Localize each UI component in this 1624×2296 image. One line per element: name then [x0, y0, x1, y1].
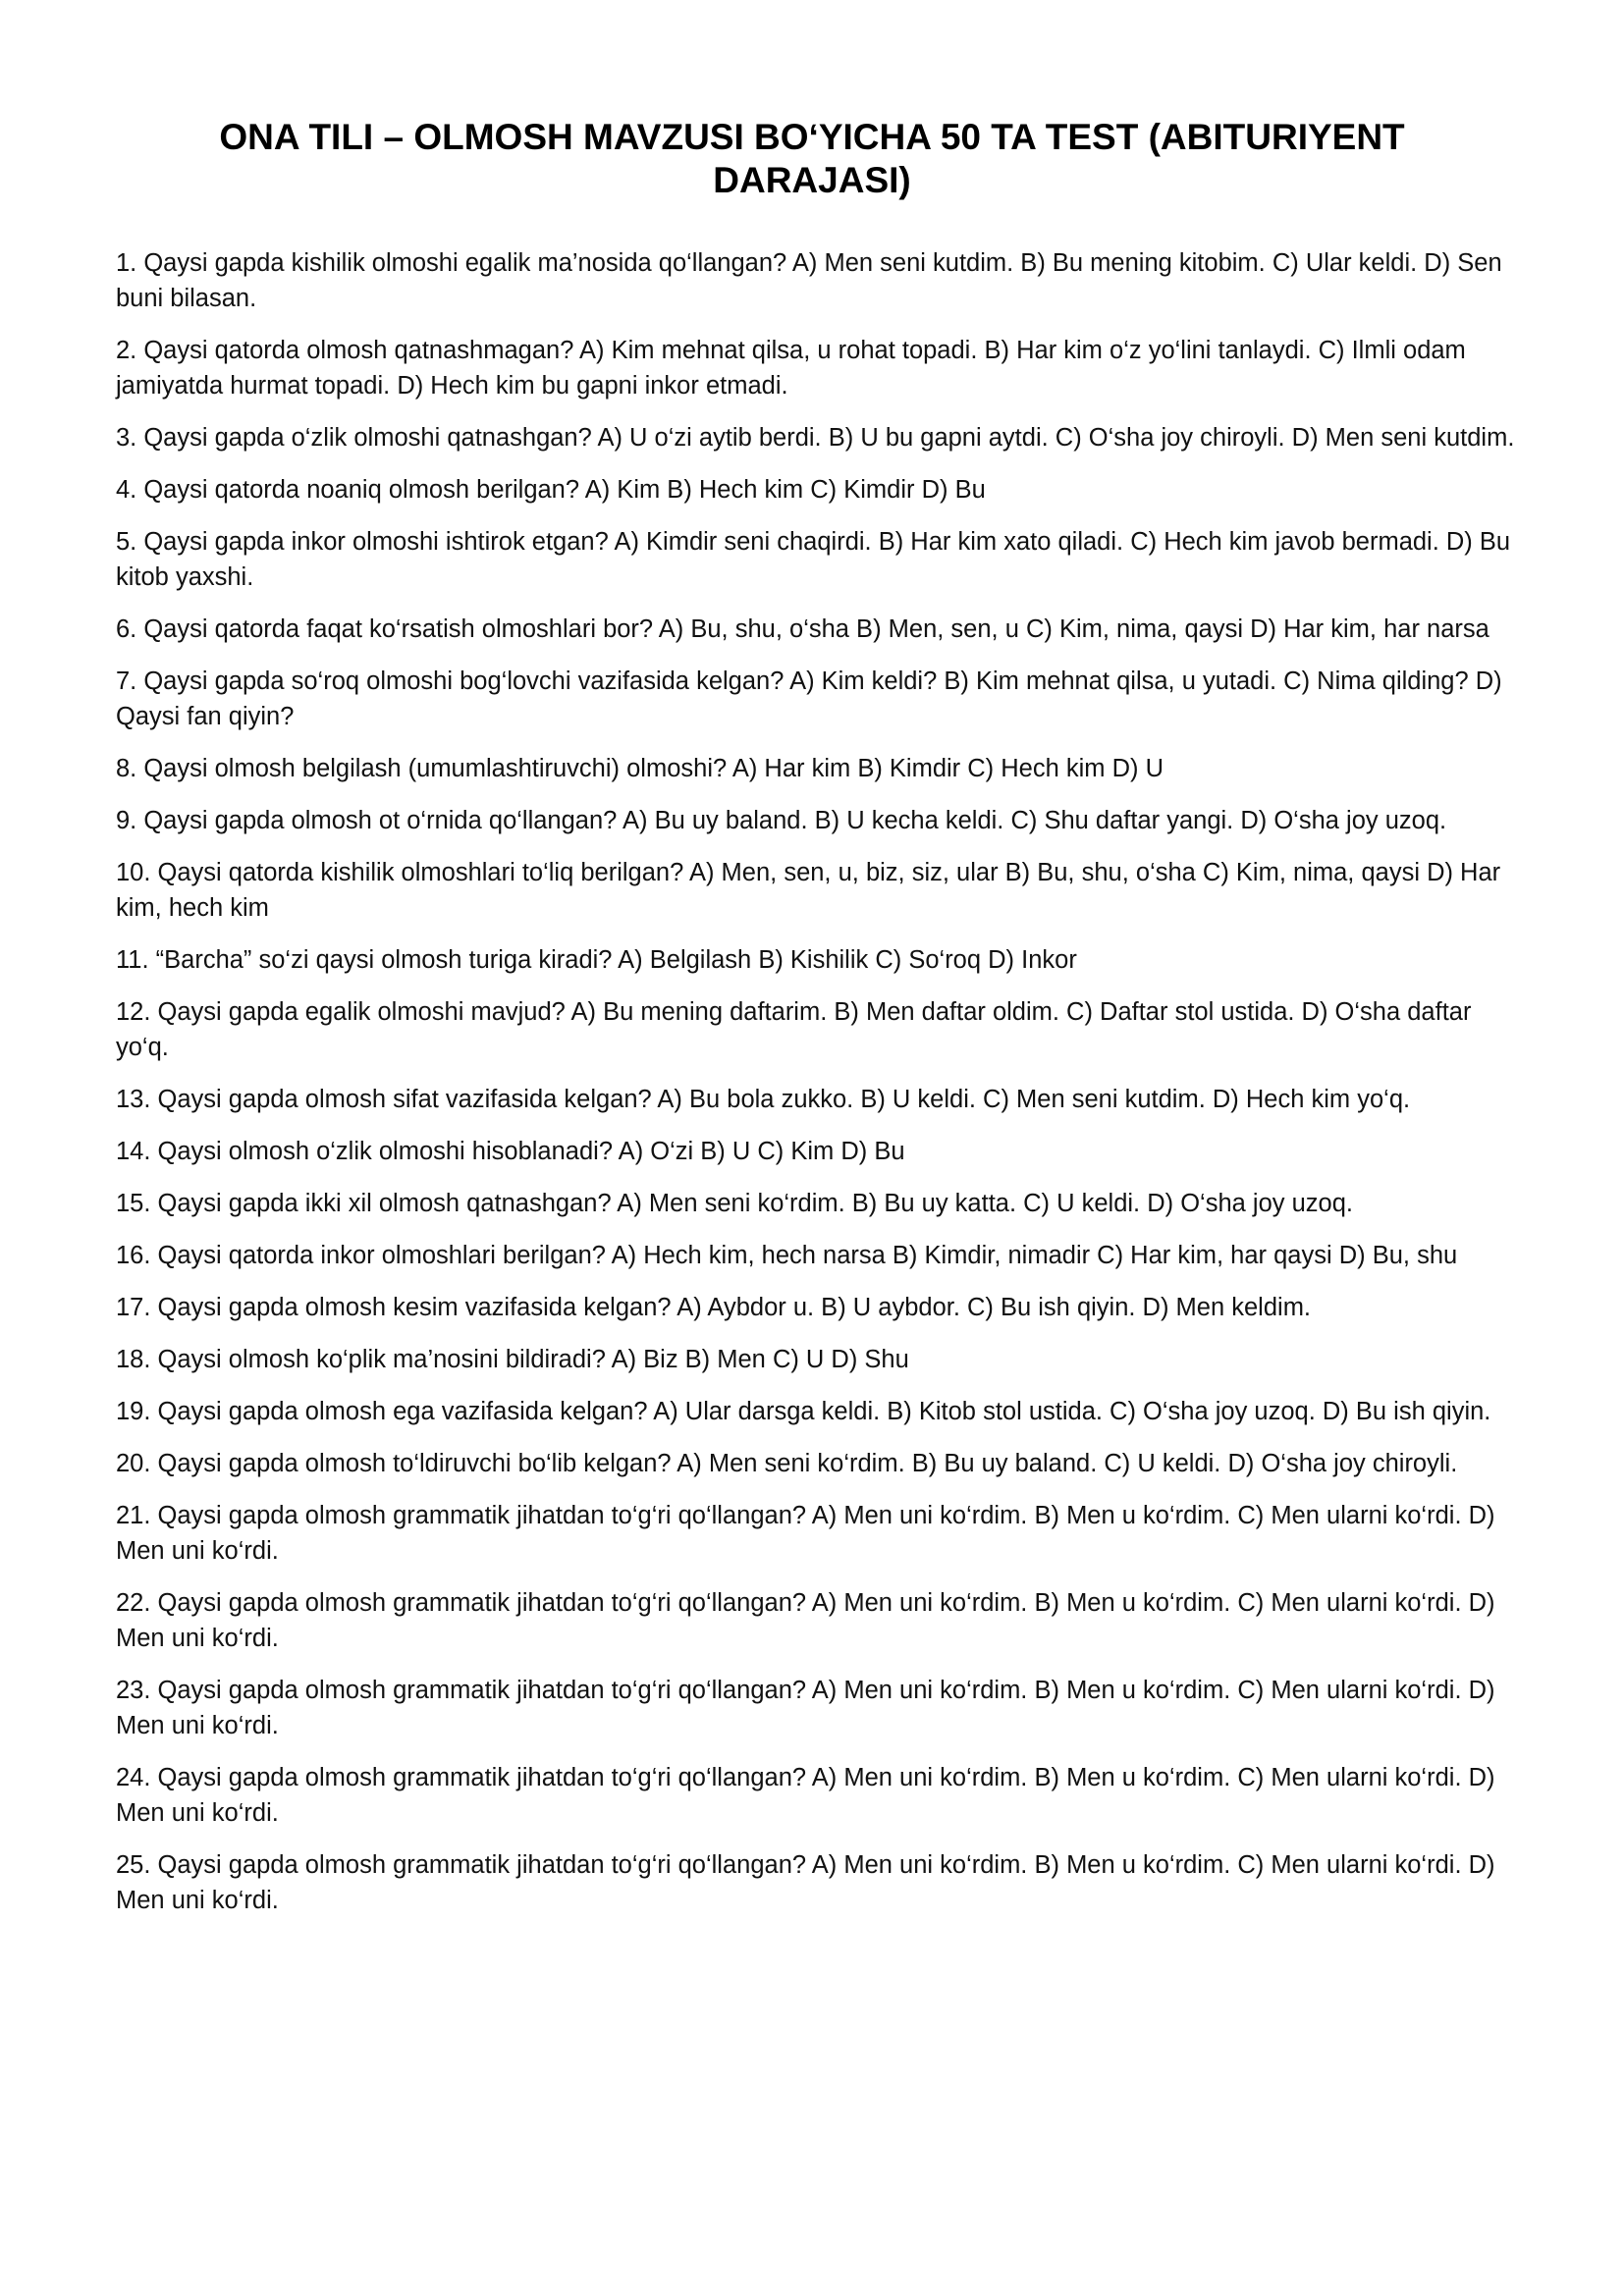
question-item: 9. Qaysi gapda olmosh ot o‘rnida qo‘llangan? A) Bu uy baland. B) U kecha keldi. C) Shu daftar yangi. D) O‘sha joy uzoq. — [116, 807, 1447, 834]
question-item: 4. Qaysi qatorda noaniq olmosh berilgan? A) Kim B) Hech kim C) Kimdir D) Bu — [116, 476, 986, 504]
question-item: 18. Qaysi olmosh ko‘plik ma’nosini bildiradi? A) Biz B) Men C) U D) Shu — [116, 1346, 909, 1373]
question-list — [116, 245, 1530, 1935]
question-item: 11. “Barcha” so‘zi qaysi olmosh turiga kiradi? A) Belgilash B) Kishilik C) So‘roq D) Inkor — [116, 946, 1077, 974]
question-item: 1. Qaysi gapda kishilik olmoshi egalik ma’nosida qo‘llangan? A) Men seni kutdim. B) Bu mening kitobim. C) Ular keldi. D) Sen buni bilasan. — [116, 249, 1502, 312]
question-item: 12. Qaysi gapda egalik olmoshi mavjud? A) Bu mening daftarim. B) Men daftar oldim. C) Daftar stol ustida. D) O‘sha daftar yo‘q. — [116, 998, 1472, 1061]
question-item: 22. Qaysi gapda olmosh grammatik jihatdan to‘g‘ri qo‘llangan? A) Men uni ko‘rdim. B) Men u ko‘rdim. C) Men ularni ko‘rdi. D) Men uni ko‘rdi. — [116, 1589, 1495, 1652]
question-item: 21. Qaysi gapda olmosh grammatik jihatdan to‘g‘ri qo‘llangan? A) Men uni ko‘rdim. B) Men u ko‘rdim. C) Men ularni ko‘rdi. D) Men uni ko‘rdi. — [116, 1502, 1495, 1565]
question-item: 7. Qaysi gapda so‘roq olmoshi bog‘lovchi vazifasida kelgan? A) Kim keldi? B) Kim mehnat qilsa, u yutadi. C) Nima qilding? D) Qaysi fan qiyin? — [116, 667, 1502, 730]
question-item: 2. Qaysi qatorda olmosh qatnashmagan? A) Kim mehnat qilsa, u rohat topadi. B) Har kim o‘z yo‘lini tanlaydi. C) Ilmli odam jamiyatda hurmat topadi. D) Hech kim bu gapni inkor etmadi. — [116, 337, 1466, 400]
document-title: ONA TILI – OLMOSH MAVZUSI BO‘YICHA 50 TA TEST (ABITURIYENT DARAJASI) — [219, 117, 1405, 200]
question-item: 16. Qaysi qatorda inkor olmoshlari berilgan? A) Hech kim, hech narsa B) Kimdir, nimadir C) Har kim, har qaysi D) Bu, shu — [116, 1242, 1458, 1269]
question-item: 5. Qaysi gapda inkor olmoshi ishtirok etgan? A) Kimdir seni chaqirdi. B) Har kim xato qiladi. C) Hech kim javob bermadi. D) Bu kitob yaxshi. — [116, 528, 1511, 591]
question-item: 23. Qaysi gapda olmosh grammatik jihatdan to‘g‘ri qo‘llangan? A) Men uni ko‘rdim. B) Men u ko‘rdim. C) Men ularni ko‘rdi. D) Men uni ko‘rdi. — [116, 1677, 1495, 1739]
question-item: 17. Qaysi gapda olmosh kesim vazifasida kelgan? A) Aybdor u. B) U aybdor. C) Bu ish qiyin. D) Men keldim. — [116, 1294, 1312, 1321]
question-item: 15. Qaysi gapda ikki xil olmosh qatnashgan? A) Men seni ko‘rdim. B) Bu uy katta. C) U keldi. D) O‘sha joy uzoq. — [116, 1190, 1353, 1217]
question-item: 13. Qaysi gapda olmosh sifat vazifasida kelgan? A) Bu bola zukko. B) U keldi. C) Men seni kutdim. D) Hech kim yo‘q. — [116, 1086, 1411, 1113]
question-item: 3. Qaysi gapda o‘zlik olmoshi qatnashgan? A) U o‘zi aytib berdi. B) U bu gapni aytdi. C) O‘sha joy chiroyli. D) Men seni kutdim. — [116, 424, 1515, 452]
question-item: 8. Qaysi olmosh belgilash (umumlashtiruvchi) olmoshi? A) Har kim B) Kimdir C) Hech kim D) U — [116, 755, 1164, 782]
question-item: 20. Qaysi gapda olmosh to‘ldiruvchi bo‘lib kelgan? A) Men seni ko‘rdim. B) Bu uy baland. C) U keldi. D) O‘sha joy chiroyli. — [116, 1450, 1458, 1477]
question-item: 14. Qaysi olmosh o‘zlik olmoshi hisoblanadi? A) O‘zi B) U C) Kim D) Bu — [116, 1138, 905, 1165]
question-item: 24. Qaysi gapda olmosh grammatik jihatdan to‘g‘ri qo‘llangan? A) Men uni ko‘rdim. B) Men u ko‘rdim. C) Men ularni ko‘rdi. D) Men uni ko‘rdi. — [116, 1764, 1495, 1827]
question-item: 10. Qaysi qatorda kishilik olmoshlari to‘liq berilgan? A) Men, sen, u, biz, siz, ular B) Bu, shu, o‘sha C) Kim, nima, qaysi D) Har kim, hech kim — [116, 859, 1501, 922]
question-item: 19. Qaysi gapda olmosh ega vazifasida kelgan? A) Ular darsga keldi. B) Kitob stol ustida. C) O‘sha joy uzoq. D) Bu ish qiyin. — [116, 1398, 1491, 1425]
question-item: 25. Qaysi gapda olmosh grammatik jihatdan to‘g‘ri qo‘llangan? A) Men uni ko‘rdim. B) Men u ko‘rdim. C) Men ularni ko‘rdi. D) Men uni ko‘rdi. — [116, 1851, 1495, 1914]
question-item: 6. Qaysi qatorda faqat ko‘rsatish olmoshlari bor? A) Bu, shu, o‘sha B) Men, sen, u C) Kim, nima, qaysi D) Har kim, har narsa — [116, 615, 1489, 643]
